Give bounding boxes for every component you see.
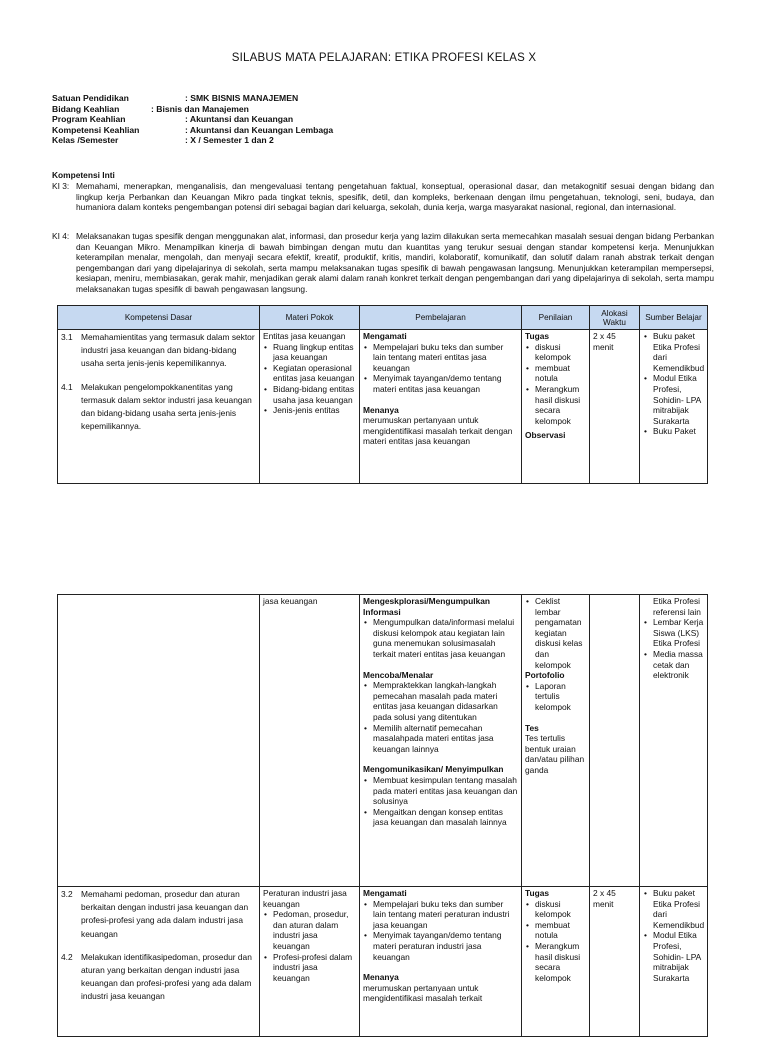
section-mengamati: Mengamati [363,331,407,341]
kd-text: Melakukan pengelompokkanentitas yang termasuk dalam sektor industri jasa keuangan dan bidang-bidang usaha serta jenis-jenis kepemilikannya. [81,381,252,432]
materi-list [263,909,356,983]
kd-cell-empty [58,595,260,887]
list-item: • Merangkum hasil diskusi secara kelompok [525,941,586,983]
penilaian-cell [522,887,590,1037]
info-label: Satuan Pendidikan [52,93,129,103]
menalar-list [363,680,518,754]
sumber-list [643,331,704,437]
list-item: • Buku paket Etika Profesi dari Kemendikbud [643,331,704,373]
sumber-cell [640,887,708,1037]
header-sumber: Sumber Belajar [640,306,708,330]
section-observasi: Observasi [525,430,566,441]
info-value: : Akuntansi dan Keuangan Lembaga [185,124,334,135]
sumber-cell [640,595,708,887]
kd-4-2 [61,951,256,1004]
portofolio-list [525,681,586,713]
tes-text: Tes tertulis bentuk uraian dan/atau pilihan ganda [525,733,585,775]
section-tes: Tes [525,722,539,733]
sumber-list [643,888,704,983]
header-penilaian: Penilaian [522,306,590,330]
kd-4-1 [61,381,256,434]
kd-number: 4.2 [61,951,73,962]
info-value: : Bisnis dan Manajemen [151,103,249,114]
mengamati-list [363,342,518,395]
section-eksplorasi: Mengeskplorasi/Mengumpulkan Informasi [363,596,491,617]
info-label: Bidang Keahlian [52,103,120,114]
header-kd: Kompetensi Dasar [58,306,260,330]
mengamati-list [363,899,518,963]
list-item: • Membuat kesimpulan tentang masalah pada materi entitas jasa keuangan dan solusinya [363,775,518,807]
tugas-list [525,342,586,427]
header-alokasi: Alokasi Waktu [590,306,640,330]
list-item: • Jenis-jenis entitas [263,405,356,416]
list-item: • membuat notula [525,363,586,384]
info-label: Kompetensi Keahlian [52,124,140,135]
list-item: • Ceklist lembar pengamatan kegiatan diskusi kelas dan kelompok [525,596,586,670]
menanya-text: merumuskan pertanyaan untuk mengidentifikasi masalah terkait [363,982,483,1004]
kd-3-2 [61,888,256,941]
header-pembelajaran: Pembelajaran [360,306,522,330]
materi-cell [260,887,360,1037]
info-value: : Akuntansi dan Keuangan [185,114,294,125]
pembelajaran-cell [360,595,522,887]
kd-text: Melakukan identifikasipedoman, prosedur dan aturan yang berkaitan dengan industri jasa keuangan dan profesi-profesi yang ada dalam industri jasa keuangan [81,951,252,1002]
pembelajaran-cell [360,887,522,1037]
document-title: SILABUS MATA PELAJARAN: ETIKA PROFESI KELAS X [231,52,537,64]
list-item: • Media massa cetak dan elektronik [643,649,704,681]
list-item: • Buku paket Etika Profesi dari Kemendikbud [643,888,704,930]
section-tugas: Tugas [525,888,550,898]
list-item: • Pedoman, prosedur, dan aturan dalam industri jasa keuangan [263,909,356,951]
list-item: • Menyimak tayangan/demo tentang materi peraturan industri jasa keuangan [363,930,518,962]
eksplorasi-list [363,617,518,659]
ki-heading: Kompetensi Inti [52,170,115,180]
kd-text: Memahami pedoman, prosedur dan aturan berkaitan dengan industri jasa keuangan dan profesi-profesi yang ada dalam industri jasa keuangan [81,889,249,939]
tugas-list [525,899,586,984]
table-header-row [58,306,708,330]
list-item: • Mengumpulkan data/informasi melalui diskusi kelompok atau kegiatan lain guna menemukan solusimasalah terkait materi entitas jasa keuangan [363,617,518,659]
alokasi-cell: 2 x 45 menit [590,330,640,484]
kd-number: 4.1 [61,381,73,392]
section-menanya: Menanya [363,972,399,983]
section-tugas: Tugas [525,331,550,341]
info-label: Kelas /Semester [52,135,119,146]
pembelajaran-cell [360,330,522,484]
ki4-code: KI 4: [52,231,70,241]
kd-number: 3.2 [61,889,73,899]
header-materi: Materi Pokok [260,306,360,330]
ki3-code: KI 3: [52,181,70,191]
list-item: • Profesi-profesi dalam industri jasa keuangan [263,952,356,984]
list-item: • Lembar Kerja Siswa (LKS) Etika Profesi [643,617,704,649]
list-item: • Mempelajari buku teks dan sumber lain tentang materi peraturan industri jasa keuangan [363,899,518,931]
section-portofolio: Portofolio [525,670,565,681]
info-value: : SMK BISNIS MANAJEMEN [185,93,299,103]
penilaian-cell [522,330,590,484]
materi-list [263,342,356,416]
list-item: • Kegiatan operasional entitas jasa keuangan [263,363,356,384]
list-item: • Memilih alternatif pemecahan masalahpada materi entitas jasa keuangan lainnya [363,723,518,755]
list-item: • Bidang-bidang entitas usaha jasa keuangan [263,384,356,405]
kd-cell [58,887,260,1037]
table-row [58,887,708,1037]
list-item: • Mempraktekkan langkah-langkah pemecahan masalah pada materi entitas jasa keuangan didasarkan pada solusi yang ditentukan [363,680,518,722]
list-item: • Modul Etika Profesi, Sohidin- LPA mitrabijak Surakarta [643,373,704,426]
section-menalar: Mencoba/Menalar [363,669,434,680]
info-value: : X / Semester 1 dan 2 [185,135,274,146]
list-item: • diskusi kelompok [525,342,586,363]
ki4-text: Melaksanakan tugas spesifik dengan menggunakan alat, informasi, dan prosedur kerja yang lazim dilakukan serta memecahkan masalah sesuai dengan bidang Perbankan dan Keuangan Mikro. Menampilkan kinerja di bawah bimbingan dengan mutu dan kuantitas yang terukur sesuai dengan standar kompetensi kerja. Menunjukkan keterampilan menalar, mengolah, dan menyaji secara efektif, kreatif, produktif, kritis, mandiri, kolaboratif, komunikatif, dan solutif dalam ranah abstrak terkait dengan pengembangan dari yang dipelajarinya di sekolah, serta mampu melaksanakan tugas spesifik di bawah pengawasan langsung. Menunjukkan keterampilan mempersepsi, kesiapan, meniru, membiasakan, gerak mahir, menjadikan gerak alami dalam ranah konkret terkait dengan pengembangan dari yang dipelajarinya di sekolah, serta mampu melaksanakan tugas spesifik di bawah pengawasan langsung. [76,231,714,294]
table-row [58,595,708,887]
penilaian-cell [522,595,590,887]
table-row [58,330,708,484]
list-item: • Ruang lingkup entitas jasa keuangan [263,342,356,363]
list-item: • Merangkum hasil diskusi secara kelompok [525,384,586,426]
materi-cell: jasa keuangan [260,595,360,887]
section-menyimpulkan: Mengomunikasikan/ Menyimpulkan [363,764,504,775]
sumber-continued: Etika Profesi referensi lain [653,596,701,617]
list-item: • Modul Etika Profesi, Sohidin- LPA mitrabijak Surakarta [643,930,704,983]
materi-title: Peraturan industri jasa keuangan [263,888,347,909]
info-label: Program Keahlian [52,114,126,125]
list-item: • Mengaitkan dengan konsep entitas jasa keuangan dan masalah lainnya [363,807,518,828]
list-item: • Mempelajari buku teks dan sumber lain tentang materi entitas jasa keuangan [363,342,518,374]
ki3-paragraph [52,181,714,213]
kd-cell [58,330,260,484]
list-item: • diskusi kelompok [525,899,586,920]
materi-cell [260,330,360,484]
materi-title: Entitas jasa keuangan [263,331,346,341]
kd-text: Memahamientitas yang termasuk dalam sektor industri jasa keuangan dan bidang-bidang usaha serta jenis-jenis kepemilikannya. [81,332,255,369]
ceklist-list [525,596,586,670]
list-item: • Buku Paket [643,426,704,437]
menyimpulkan-list [363,775,518,828]
list-item: • membuat notula [525,920,586,941]
menanya-text: merumuskan pertanyaan untuk mengidentifikasi masalah terkait dengan materi entitas jasa keuangan [363,415,513,447]
alokasi-cell-empty [590,595,640,887]
syllabus-table-1 [57,305,708,484]
list-item: • Menyimak tayangan/demo tentang materi entitas jasa keuangan [363,373,518,394]
list-item: • Laporan tertulis kelompok [525,681,586,713]
ki3-text: Memahami, menerapkan, menganalisis, dan mengevaluasi tentang pengetahuan faktual, konseptual, operasional dasar, dan metakognitif sesuai dengan bidang dan lingkup kerja Perbankan dan Keuangan Mikro pada tingkat teknis, spesifik, detil, dan kompleks, berkenaan dengan ilmu pengetahuan, teknologi, seni, budaya, dan humaniora dalam konteks pengembangan potensi diri sebagai bagian dari keluarga, sekolah, dunia kerja, warga masyarakat nasional, regional, dan internasional. [76,181,714,213]
sumber-list [643,617,704,681]
kd-number: 3.1 [61,332,73,342]
section-menanya: Menanya [363,404,399,415]
sumber-cell [640,330,708,484]
syllabus-table-2 [57,594,708,1037]
kd-3-1 [61,331,256,371]
alokasi-cell: 2 x 45 menit [590,887,640,1037]
section-mengamati: Mengamati [363,888,407,898]
ki4-paragraph [52,231,714,295]
